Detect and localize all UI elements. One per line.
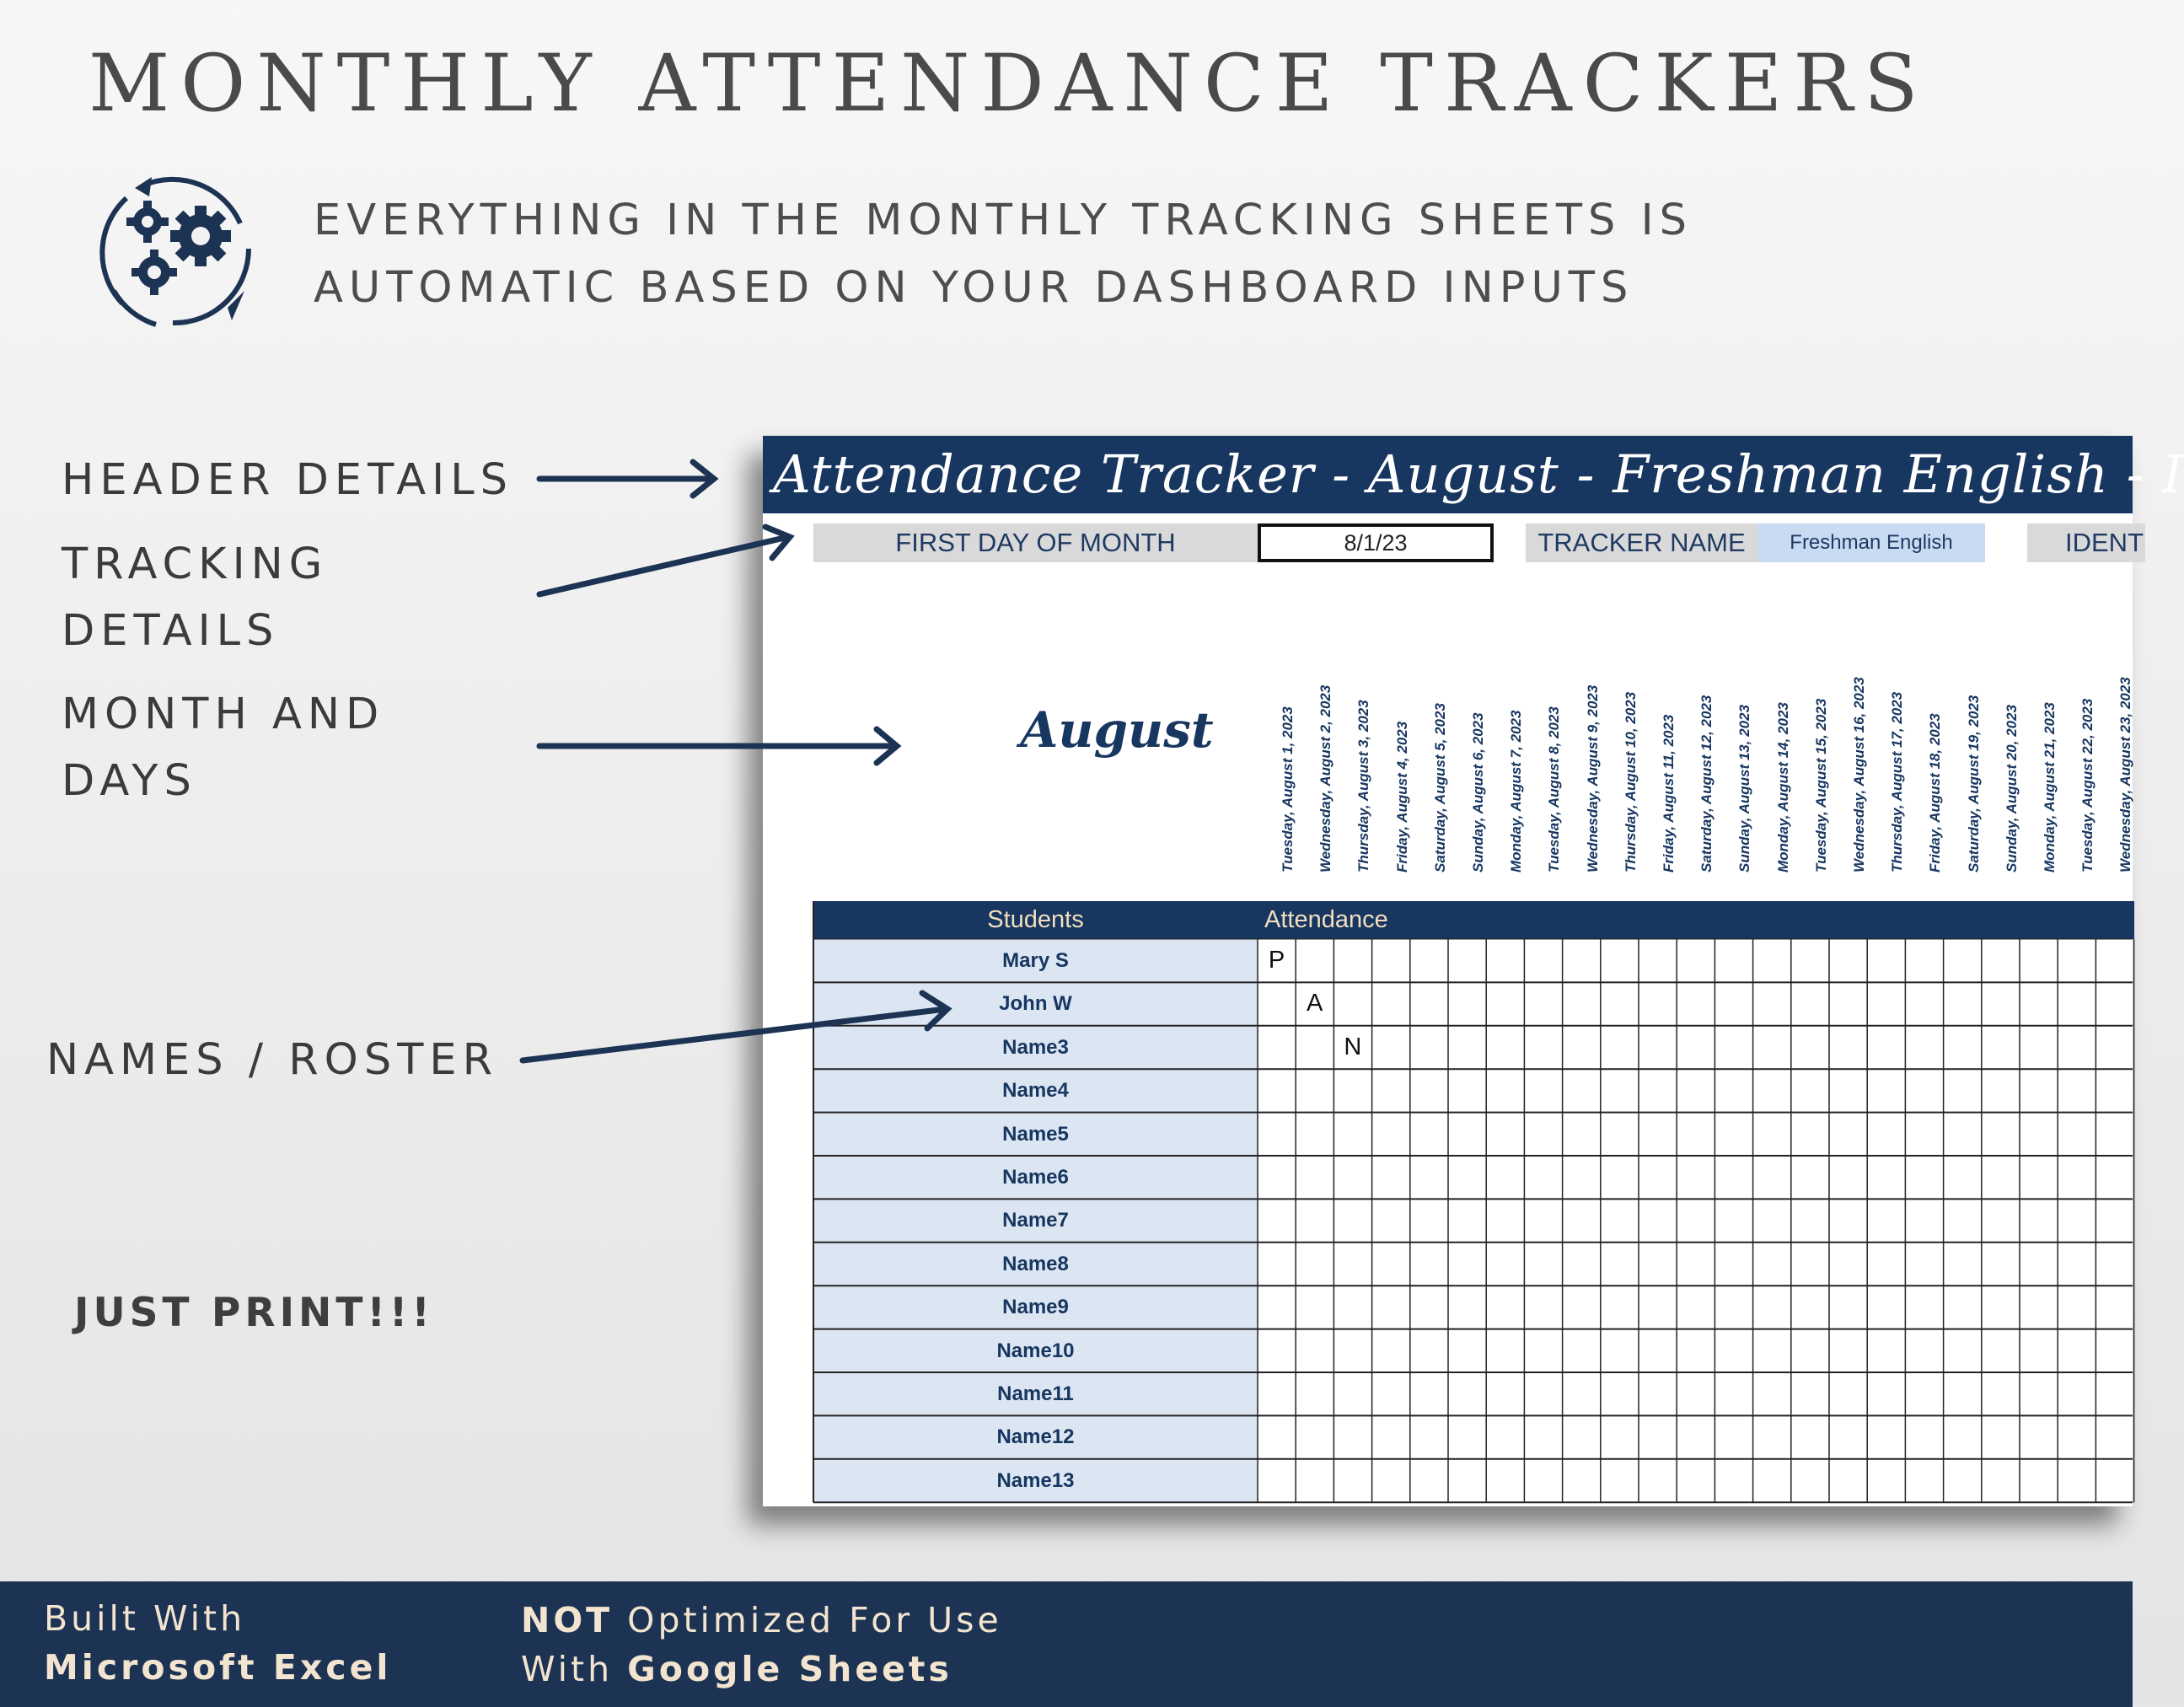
footer-built-with: Built With: [44, 1598, 246, 1639]
gears-cycle-icon: [89, 164, 261, 333]
day-header-text: Friday, August 11, 2023: [1661, 714, 1677, 872]
attendance-header: Attendance: [1258, 901, 2134, 939]
arrow-header-details-head: [693, 462, 714, 496]
day-header-text: Tuesday, August 1, 2023: [1280, 706, 1296, 872]
day-header-text: Saturday, August 5, 2023: [1431, 703, 1448, 872]
first-day-value[interactable]: 8/1/23: [1258, 523, 1494, 562]
subtitle-line-2: AUTOMATIC BASED ON YOUR DASHBOARD INPUTS: [314, 263, 1634, 313]
day-header-text: Sunday, August 20, 2023: [2003, 704, 2020, 872]
identifier-label: IDENT: [2027, 523, 2145, 562]
student-name-cell[interactable]: Name11: [997, 1382, 1074, 1405]
student-name-cell[interactable]: Name9: [1002, 1296, 1069, 1319]
first-day-label: FIRST DAY OF MONTH: [813, 523, 1258, 562]
day-header-text: Thursday, August 10, 2023: [1622, 691, 1639, 872]
callout-tracking-details: [62, 531, 328, 664]
footer-not-word: NOT: [521, 1600, 614, 1640]
tracker-name-value[interactable]: Freshman English: [1757, 523, 1985, 562]
callout-month-line-2: DAYS: [62, 756, 197, 806]
student-name-cell[interactable]: Name7: [1002, 1209, 1069, 1232]
just-print-label: JUST PRINT!!!: [74, 1290, 434, 1336]
footer-bar: [0, 1581, 2133, 1707]
footer-google-name: Google Sheets: [627, 1649, 952, 1689]
subtitle: [314, 187, 1693, 322]
day-header-text: Monday, August 21, 2023: [2042, 702, 2058, 872]
tracker-name-label: TRACKER NAME: [1526, 523, 1757, 562]
student-name-cell[interactable]: Name8: [1002, 1252, 1069, 1275]
day-header-text: Saturday, August 12, 2023: [1698, 695, 1715, 872]
student-name-cell[interactable]: Name10: [996, 1339, 1075, 1362]
callout-tracking-line-2: DETAILS: [62, 606, 280, 656]
callout-names-roster: NAMES / ROSTER: [46, 1035, 499, 1085]
day-header-text: Tuesday, August 8, 2023: [1546, 706, 1563, 872]
subtitle-line-1: EVERYTHING IN THE MONTHLY TRACKING SHEETS IS: [314, 196, 1693, 245]
day-header-text: Monday, August 14, 2023: [1774, 702, 1791, 872]
student-name-cell[interactable]: Name4: [1002, 1079, 1069, 1103]
footer-app-name-text: Microsoft Excel: [44, 1647, 392, 1688]
attendance-mark[interactable]: P: [1268, 947, 1285, 974]
student-name-cell[interactable]: Mary S: [1002, 949, 1069, 972]
day-header-text: Wednesday, August 2, 2023: [1317, 684, 1334, 872]
callout-month-days: [62, 681, 384, 814]
day-header-text: Thursday, August 17, 2023: [1889, 691, 1906, 872]
page-title: MONTHLY ATTENDANCE TRACKERS: [89, 38, 1929, 130]
footer-with-word: With: [521, 1649, 628, 1689]
sheet-header-title: Attendance Tracker - August - Freshman English - I: [763, 436, 2133, 513]
day-header-text: Sunday, August 6, 2023: [1470, 712, 1486, 872]
month-label: August: [1020, 701, 1214, 759]
day-header-text: Thursday, August 3, 2023: [1355, 700, 1372, 872]
day-header-text: Wednesday, August 23, 2023: [2117, 677, 2134, 872]
student-name-cell[interactable]: Name13: [996, 1468, 1075, 1492]
footer-app-name: [44, 1647, 391, 1688]
student-name-cell[interactable]: Name3: [1002, 1035, 1069, 1059]
day-header-text: Friday, August 4, 2023: [1393, 721, 1410, 872]
student-name-cell[interactable]: Name6: [1002, 1166, 1069, 1189]
students-header: Students: [813, 901, 1258, 939]
day-header-text: Tuesday, August 22, 2023: [2079, 698, 2096, 872]
callout-month-line-1: MONTH AND: [62, 690, 385, 739]
student-name-cell[interactable]: Name12: [996, 1425, 1075, 1449]
callout-header-details: HEADER DETAILS: [62, 455, 514, 505]
footer-google-line: [521, 1649, 952, 1689]
footer-not-rest: Optimized For Use: [613, 1600, 1002, 1640]
day-header-text: Sunday, August 13, 2023: [1736, 704, 1753, 872]
day-header-text: Saturday, August 19, 2023: [1965, 695, 1982, 872]
spreadsheet-preview: [763, 436, 2184, 1506]
callout-tracking-line-1: TRACKING: [62, 539, 329, 589]
student-name-cell[interactable]: John W: [999, 992, 1072, 1016]
day-header-text: Monday, August 7, 2023: [1508, 710, 1525, 872]
arrow-tracking-details: [539, 537, 788, 594]
day-header-text: Tuesday, August 15, 2023: [1812, 698, 1829, 872]
day-header-text: Wednesday, August 9, 2023: [1584, 684, 1601, 872]
footer-not-optimized: [521, 1600, 1002, 1640]
attendance-mark[interactable]: A: [1307, 990, 1323, 1017]
day-header-text: Friday, August 18, 2023: [1927, 713, 1944, 872]
day-header-text: Wednesday, August 16, 2023: [1851, 677, 1867, 872]
student-name-cell[interactable]: Name5: [1002, 1122, 1069, 1146]
attendance-mark[interactable]: N: [1344, 1033, 1362, 1060]
